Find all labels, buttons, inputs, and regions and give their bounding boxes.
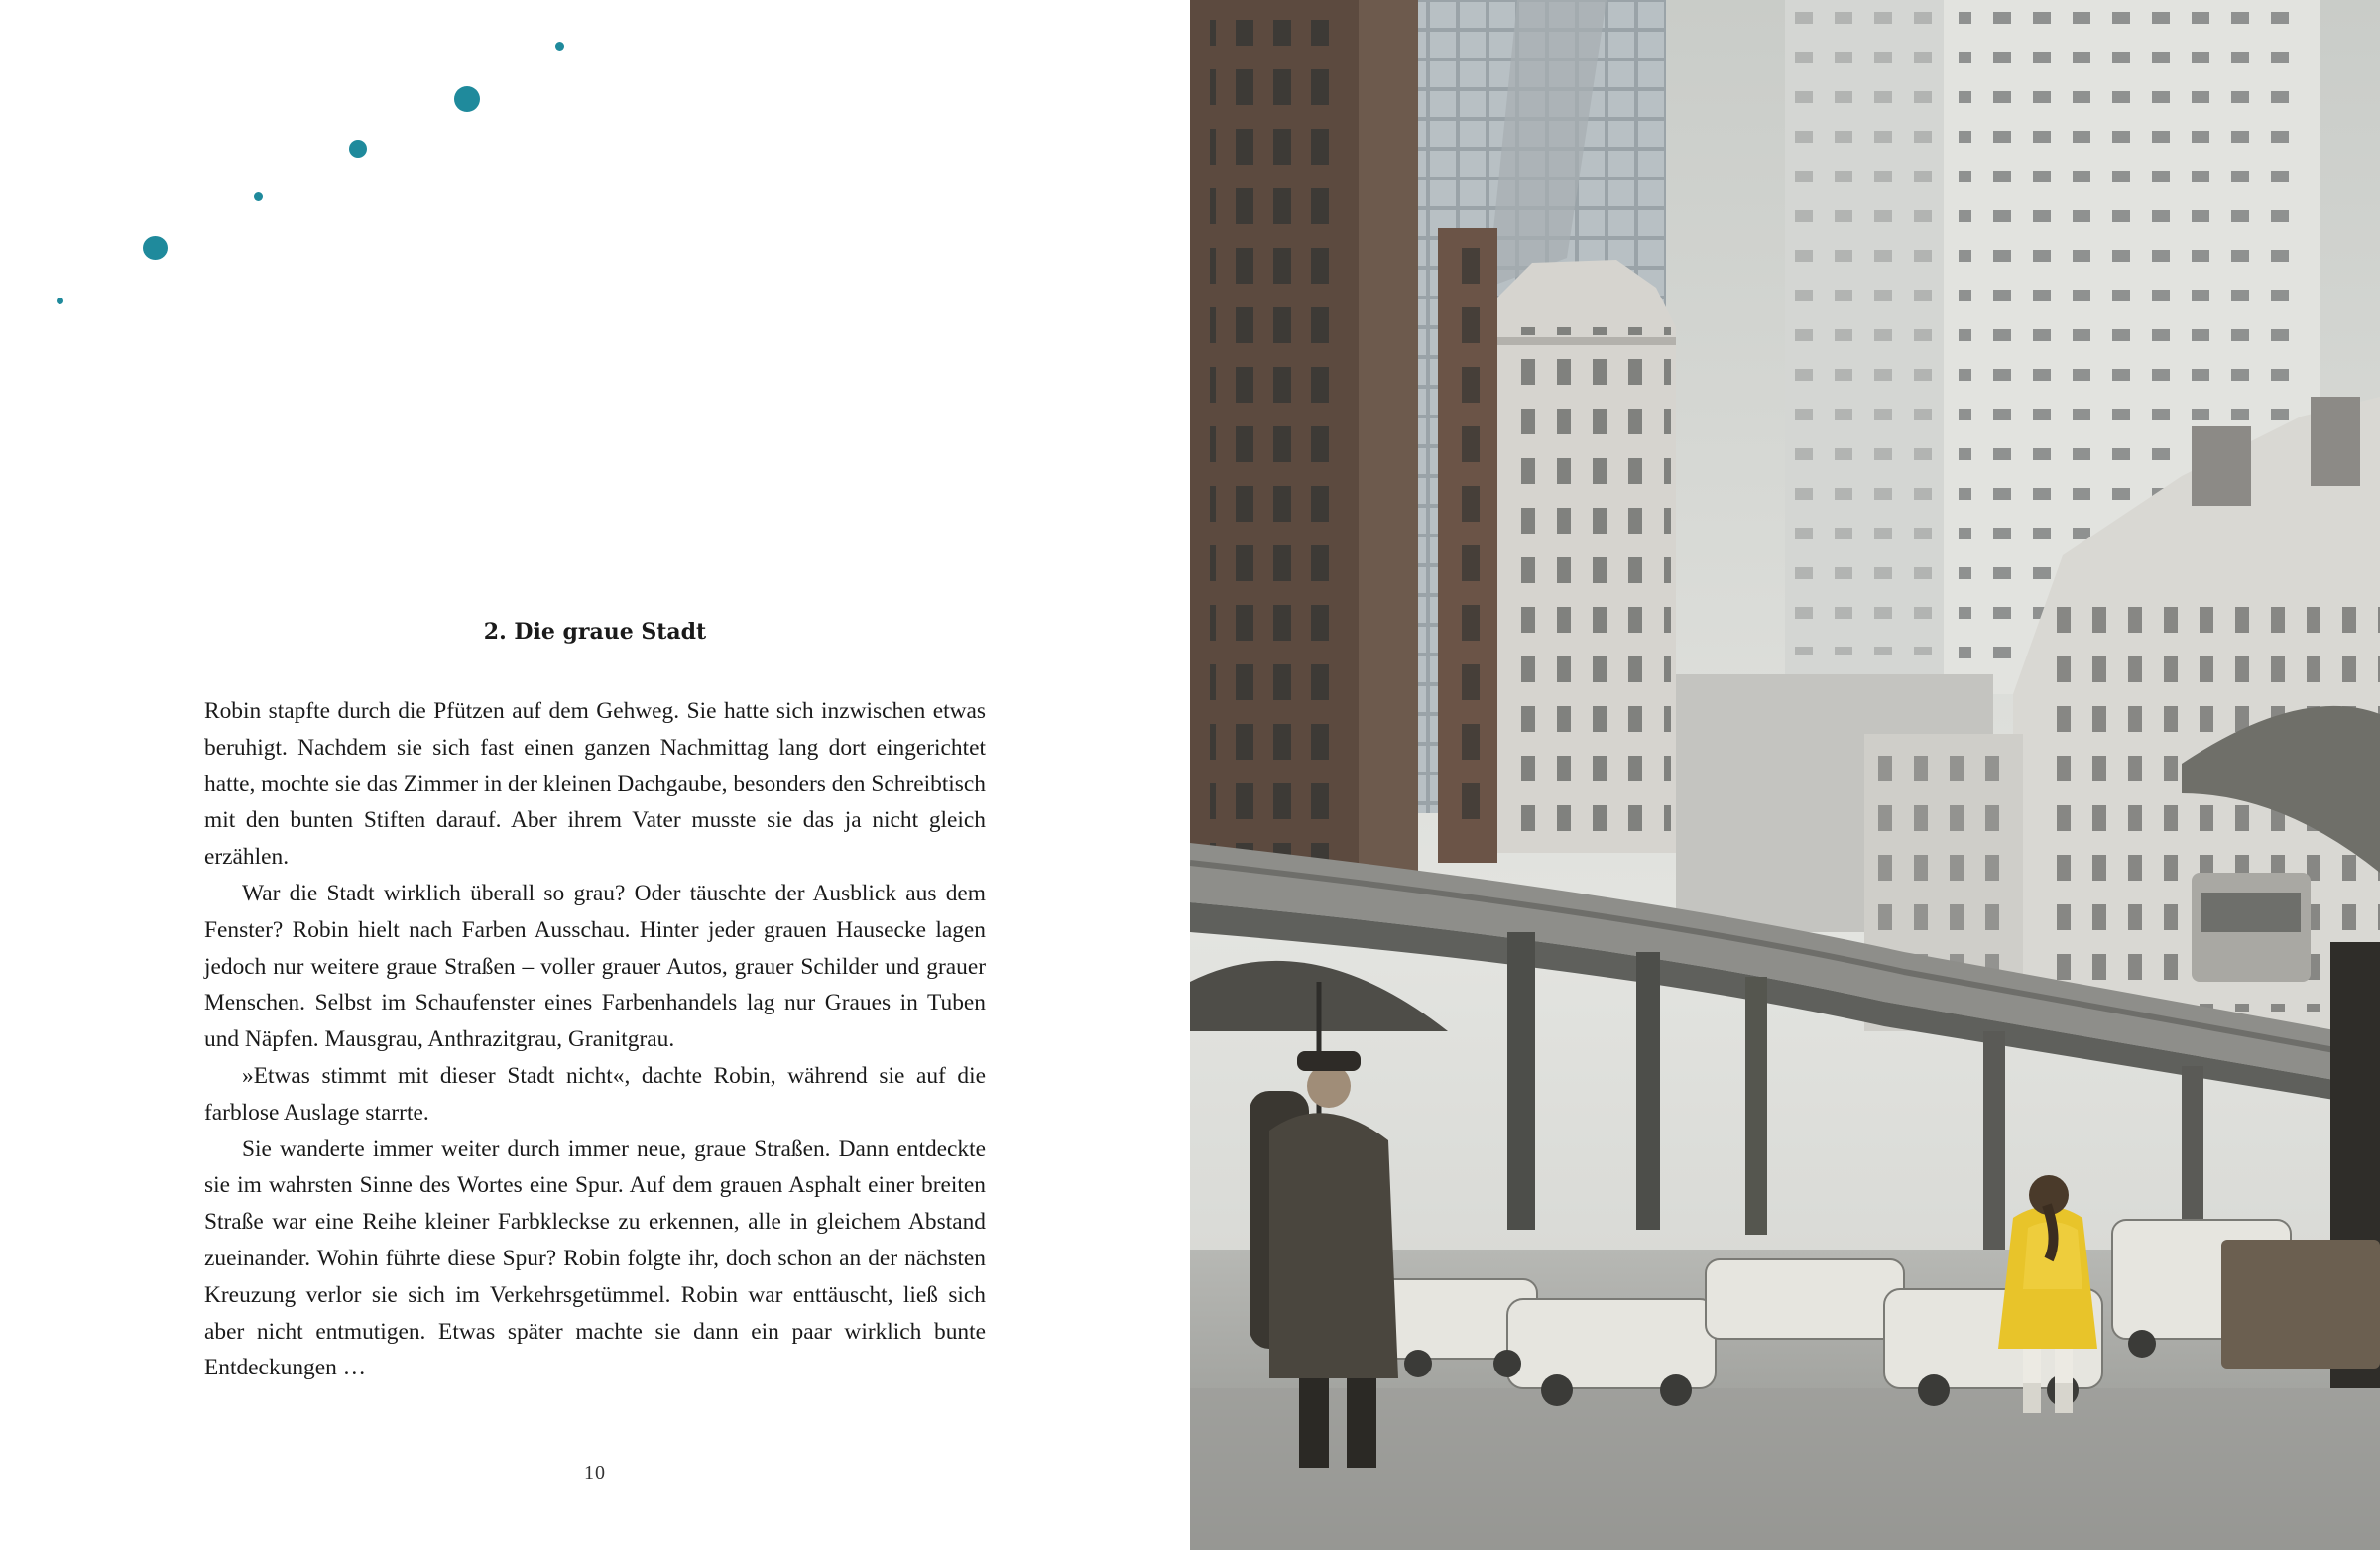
ink-dot: [349, 140, 367, 158]
paragraph: Sie wanderte immer weiter durch immer neue, graue Straßen. Dann entdeckte sie im wahrsten Sinne des Wortes eine Spur. Auf dem grauen Asphalt einer breiten Straße war eine Reihe kleiner Farbkleckse zu erkennen, alle in gleichem Abstand zueinander. Wohin führte diese Spur? Robin folgte ihr, doch schon an der nächsten Kreuzung verlor sie sich im Verkehrsgetümmel. Robin war enttäuscht, ließ sich aber nicht entmutigen. Etwas später machte sie dann ein paar wirklich bunte Entdeckungen …: [204, 1135, 986, 1381]
page-number: 10: [584, 1462, 606, 1484]
ink-dot: [454, 86, 480, 112]
city-illustration: [1190, 0, 2380, 1550]
ink-dot: [555, 42, 564, 51]
chapter-body: [204, 693, 986, 1386]
paragraph: War die Stadt wirklich überall so grau? Oder täuschte der Ausblick aus dem Fenster? Robin hielt nach Farben Ausschau. Hinter jeder grauen Hausecke lagen jedoch nur weitere graue Straßen – voller grauer Autos, grauer Schilder und grauer Menschen. Selbst im Schaufenster eines Farbenhandels lag nur Graues in Tuben und Näpfen. Mausgrau, Anthrazitgrau, Granitgrau.: [204, 880, 986, 1053]
illustration-drawing: [1190, 0, 2380, 1550]
paragraph: »Etwas stimmt mit dieser Stadt nicht«, dachte Robin, während sie auf die farblose Auslage starrte.: [204, 1062, 986, 1126]
ink-dot: [57, 298, 63, 304]
ink-dot: [254, 192, 263, 201]
ink-dot: [143, 236, 168, 260]
chapter-title: 2. Die graue Stadt: [483, 619, 707, 645]
paragraph: Robin stapfte durch die Pfützen auf dem Gehweg. Sie hatte sich inzwischen etwas beruhigt. Nachdem sie sich fast einen ganzen Nachmittag lang dort eingerichtet hatte, mochte sie das Zimmer in der kleinen Dachgaube, besonders den Schreibtisch mit den bunten Stiften darauf. Aber ihrem Vater musste sie das ja nicht gleich erzählen.: [204, 698, 986, 871]
